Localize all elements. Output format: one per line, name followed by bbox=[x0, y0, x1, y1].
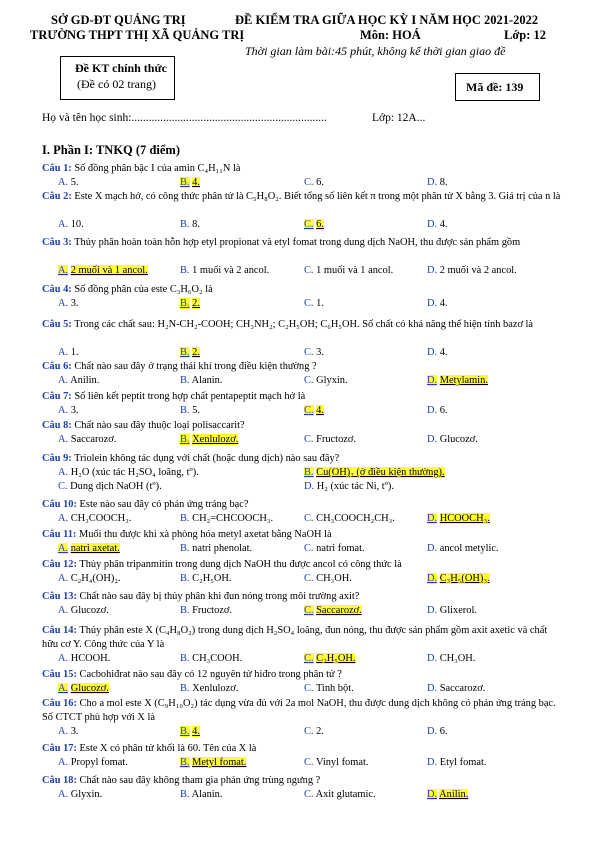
answer-option[interactable] bbox=[180, 297, 200, 311]
option-text: CH₃COOH. bbox=[192, 653, 243, 664]
option-letter: B. bbox=[180, 513, 190, 524]
question-text: Thủy phân hoàn toàn hỗn hợp etyl propionat và etyl fomat trong dung dịch NaOH, thu được sản phẩm gồm bbox=[74, 237, 521, 248]
option-text: Propyl fomat. bbox=[70, 757, 128, 768]
answer-option[interactable] bbox=[304, 374, 348, 388]
option-text: CH₃OH. bbox=[316, 573, 352, 584]
question-number: Câu 4: bbox=[42, 284, 72, 295]
option-letter: C. bbox=[304, 543, 314, 554]
question-number: Câu 2: bbox=[42, 191, 72, 202]
question-text: Số đồng phân bậc I của amin C₄H₁₁N là bbox=[74, 163, 241, 174]
question-number: Câu 10: bbox=[42, 499, 77, 510]
option-text: 4. bbox=[439, 298, 448, 309]
answer-option[interactable] bbox=[427, 346, 448, 360]
answer-option[interactable] bbox=[58, 652, 110, 666]
option-letter: B. bbox=[180, 757, 190, 768]
option-text: 1 muối và 1 ancol. bbox=[316, 265, 394, 276]
question-text: Trong các chất sau: H₂N-CH₂-COOH; CH₃NH₂; C₂H₅OH; C₆H₅OH. Số chất có khả năng thể hiện tính bazơ là bbox=[74, 319, 534, 330]
option-letter: C. bbox=[304, 683, 314, 694]
answer-option[interactable] bbox=[304, 404, 324, 418]
option-text: Anilin. bbox=[439, 789, 469, 800]
option-text: natri axetat. bbox=[70, 543, 120, 554]
answer-option[interactable] bbox=[58, 604, 109, 618]
option-text: 6. bbox=[439, 405, 448, 416]
answer-option[interactable] bbox=[58, 176, 79, 190]
option-text: 1. bbox=[70, 347, 79, 358]
question-stem bbox=[42, 318, 562, 332]
option-letter: D. bbox=[427, 177, 438, 188]
option-letter: A. bbox=[58, 405, 69, 416]
answer-option[interactable] bbox=[427, 218, 448, 232]
question-text: Chất nào sau đây thuộc loại polisaccarit? bbox=[74, 420, 245, 431]
option-letter: A. bbox=[58, 653, 69, 664]
option-text: 6. bbox=[439, 726, 448, 737]
official-box bbox=[60, 56, 175, 100]
option-text: CH₃OH. bbox=[439, 653, 476, 664]
option-letter: C. bbox=[304, 513, 314, 524]
option-letter: A. bbox=[58, 298, 69, 309]
option-text: Glucozơ. bbox=[439, 434, 478, 445]
answer-option[interactable] bbox=[58, 374, 99, 388]
question-number: Câu 9: bbox=[42, 453, 72, 464]
answer-option[interactable] bbox=[180, 264, 269, 278]
option-letter: B. bbox=[180, 434, 190, 445]
answer-option[interactable] bbox=[58, 404, 79, 418]
answer-option[interactable] bbox=[180, 572, 231, 586]
option-text: 4. bbox=[316, 405, 324, 416]
answer-option[interactable] bbox=[58, 433, 116, 447]
question-stem bbox=[42, 624, 562, 652]
option-letter: D. bbox=[427, 573, 438, 584]
answer-option[interactable] bbox=[304, 480, 394, 494]
answer-option[interactable] bbox=[304, 512, 395, 526]
answer-option[interactable] bbox=[427, 788, 468, 802]
option-letter: B. bbox=[180, 543, 190, 554]
option-text: HCOOCH₃. bbox=[439, 513, 490, 524]
answer-option[interactable] bbox=[180, 404, 200, 418]
answer-option[interactable] bbox=[58, 572, 121, 586]
exam-code: Mã đề: 139 bbox=[466, 80, 524, 94]
option-text: 6. bbox=[316, 177, 324, 188]
answer-option[interactable] bbox=[427, 542, 499, 556]
option-letter: B. bbox=[180, 265, 190, 276]
option-letter: C. bbox=[304, 726, 314, 737]
option-letter: A. bbox=[58, 375, 69, 386]
answer-option[interactable] bbox=[304, 788, 376, 802]
option-letter: D. bbox=[427, 219, 438, 230]
option-text: 3. bbox=[70, 405, 79, 416]
option-letter: B. bbox=[180, 605, 190, 616]
answer-option[interactable] bbox=[180, 218, 200, 232]
option-text: ancol metylic. bbox=[439, 543, 499, 554]
option-letter: D. bbox=[427, 347, 438, 358]
option-letter: C. bbox=[58, 481, 68, 492]
answer-option[interactable] bbox=[180, 756, 246, 770]
option-letter: C. bbox=[304, 298, 314, 309]
question-text: Chất nào sau đây ở trạng thái khí trong điều kiện thường ? bbox=[74, 361, 317, 372]
question-stem bbox=[42, 742, 562, 756]
option-letter: A. bbox=[58, 757, 69, 768]
question-text: Cacbohiđrat nào sau đây có 12 nguyên tử hiđro trong phân tử ? bbox=[79, 669, 342, 680]
answer-option[interactable] bbox=[304, 218, 324, 232]
answer-option[interactable] bbox=[180, 788, 222, 802]
answer-option[interactable] bbox=[58, 512, 131, 526]
option-text: Glixerol. bbox=[439, 605, 477, 616]
answer-option[interactable] bbox=[304, 542, 365, 556]
question-stem bbox=[42, 528, 562, 542]
question-number: Câu 7: bbox=[42, 391, 72, 402]
option-text: Etyl fomat. bbox=[439, 757, 487, 768]
answer-option[interactable] bbox=[427, 604, 477, 618]
answer-option[interactable] bbox=[427, 264, 517, 278]
class-field[interactable]: Lớp: 12A... bbox=[372, 112, 426, 124]
question-text: Chất nào sau đây bị thủy phân khi đun nóng trong môi trường axit? bbox=[79, 591, 360, 602]
question-number: Câu 12: bbox=[42, 559, 77, 570]
question-stem bbox=[42, 419, 562, 433]
question-text: Chất nào sau đây không tham gia phản ứng trùng ngưng ? bbox=[79, 775, 321, 786]
option-text: Fructozơ. bbox=[316, 434, 356, 445]
answer-option[interactable] bbox=[180, 542, 252, 556]
answer-option[interactable] bbox=[58, 466, 199, 480]
answer-option[interactable] bbox=[427, 682, 485, 696]
question-stem bbox=[42, 360, 562, 374]
option-text: 3. bbox=[70, 298, 79, 309]
answer-option[interactable] bbox=[58, 480, 162, 494]
option-text: 4. bbox=[192, 177, 200, 188]
option-letter: C. bbox=[304, 177, 314, 188]
option-letter: C. bbox=[304, 265, 314, 276]
option-text: 1. bbox=[316, 298, 324, 309]
option-letter: A. bbox=[58, 726, 69, 737]
answer-option[interactable] bbox=[427, 572, 490, 586]
option-letter: D. bbox=[427, 543, 438, 554]
option-letter: C. bbox=[304, 653, 314, 664]
option-text: 6. bbox=[316, 219, 324, 230]
option-letter: D. bbox=[427, 375, 438, 386]
answer-option[interactable] bbox=[427, 433, 478, 447]
option-letter: A. bbox=[58, 347, 69, 358]
answer-option[interactable] bbox=[58, 542, 120, 556]
option-letter: B. bbox=[180, 653, 190, 664]
question-stem bbox=[42, 774, 562, 788]
question-stem bbox=[42, 283, 562, 297]
answer-option[interactable] bbox=[180, 433, 238, 447]
answer-option[interactable] bbox=[427, 512, 490, 526]
option-letter: C. bbox=[304, 347, 314, 358]
school-name: TRƯỜNG THPT THỊ XÃ QUẢNG TRỊ bbox=[30, 28, 245, 42]
option-letter: A. bbox=[58, 573, 69, 584]
option-text: 8. bbox=[192, 219, 200, 230]
answer-option[interactable] bbox=[427, 756, 486, 770]
section-title: I. Phần I: TNKQ (7 điểm) bbox=[42, 143, 180, 157]
option-letter: C. bbox=[304, 605, 314, 616]
option-letter: A. bbox=[58, 605, 69, 616]
question-number: Câu 15: bbox=[42, 669, 77, 680]
option-letter: B. bbox=[180, 219, 190, 230]
option-text: Xenlulozơ. bbox=[192, 434, 239, 445]
answer-option[interactable] bbox=[58, 682, 109, 696]
answer-option[interactable] bbox=[304, 756, 368, 770]
option-text: Glucozơ. bbox=[70, 683, 109, 694]
option-letter: C. bbox=[304, 375, 314, 386]
question-number: Câu 18: bbox=[42, 775, 77, 786]
option-text: 4. bbox=[192, 726, 200, 737]
option-letter: D. bbox=[427, 513, 438, 524]
question-number: Câu 16: bbox=[42, 698, 77, 709]
question-number: Câu 3: bbox=[42, 237, 72, 248]
question-stem bbox=[42, 190, 562, 204]
option-letter: D. bbox=[427, 434, 438, 445]
option-letter: A. bbox=[58, 177, 69, 188]
option-letter: C. bbox=[304, 219, 314, 230]
option-letter: D. bbox=[427, 653, 438, 664]
option-letter: A. bbox=[58, 434, 69, 445]
option-letter: D. bbox=[427, 789, 438, 800]
question-number: Câu 13: bbox=[42, 591, 77, 602]
option-letter: A. bbox=[58, 683, 69, 694]
answer-option[interactable] bbox=[304, 264, 393, 278]
grade: Lớp: 12 bbox=[504, 28, 546, 42]
question-text: Este X có phân tử khối là 60. Tên của X là bbox=[79, 743, 257, 754]
option-letter: B. bbox=[180, 726, 190, 737]
answer-option[interactable] bbox=[427, 176, 448, 190]
option-text: H₂ (xúc tác Ni, tº). bbox=[316, 481, 394, 492]
answer-option[interactable] bbox=[304, 346, 324, 360]
option-letter: A. bbox=[58, 467, 69, 478]
answer-option[interactable] bbox=[180, 682, 238, 696]
option-letter: C. bbox=[304, 757, 314, 768]
question-text: Thủy phân este X (C₄H₈O₂) trong dung dịch H₂SO₄ loãng, đun nóng, thu được sản phẩm gồm axit axetic và chất hữu cơ Y. Công thức của Y là bbox=[42, 625, 548, 650]
answer-option[interactable] bbox=[58, 756, 128, 770]
pages-note: (Đề có 02 trang) bbox=[77, 77, 156, 91]
option-text: Saccarozơ. bbox=[316, 605, 362, 616]
question-stem bbox=[42, 668, 562, 682]
option-text: Alanin. bbox=[191, 789, 223, 800]
answer-option[interactable] bbox=[427, 297, 448, 311]
option-text: 10. bbox=[70, 219, 84, 230]
option-text: 2. bbox=[316, 726, 324, 737]
answer-option[interactable] bbox=[180, 652, 242, 666]
official-label: Đề KT chính thức bbox=[75, 61, 167, 75]
question-text: Este X mạch hở, có công thức phân tử là C₅H₈O₂. Biết tổng số liên kết π trong một phân tử X bằng 3. Giá trị của n là bbox=[74, 191, 561, 202]
question-stem bbox=[42, 558, 562, 572]
option-text: Dung dịch NaOH (tº). bbox=[70, 481, 162, 492]
option-text: 2. bbox=[192, 347, 200, 358]
answer-option[interactable] bbox=[304, 433, 356, 447]
option-letter: B. bbox=[180, 405, 190, 416]
question-text: Số liên kết peptit trong hợp chất pentapeptit mạch hở là bbox=[74, 391, 306, 402]
option-text: Saccarozơ. bbox=[70, 434, 117, 445]
option-letter: B. bbox=[304, 467, 314, 478]
option-text: natri fomat. bbox=[316, 543, 365, 554]
answer-option[interactable] bbox=[304, 176, 324, 190]
question-stem bbox=[42, 452, 562, 466]
option-text: C₂H₅OH. bbox=[192, 573, 232, 584]
answer-option[interactable] bbox=[180, 346, 200, 360]
question-text: Este nào sau đây có phản ứng tráng bạc? bbox=[79, 499, 249, 510]
answer-option[interactable] bbox=[427, 404, 448, 418]
answer-option[interactable] bbox=[180, 176, 200, 190]
question-number: Câu 1: bbox=[42, 163, 72, 174]
subject: Môn: HOÁ bbox=[360, 28, 421, 42]
answer-option[interactable] bbox=[304, 297, 324, 311]
option-text: Tinh bột. bbox=[315, 683, 354, 694]
option-letter: B. bbox=[180, 177, 190, 188]
option-text: Fructozơ. bbox=[192, 605, 232, 616]
option-text: 4. bbox=[439, 347, 448, 358]
option-text: Glucozơ. bbox=[70, 605, 109, 616]
option-text: CH₃COOCH₃. bbox=[70, 513, 132, 524]
option-letter: A. bbox=[58, 513, 69, 524]
option-text: C₂H₄(OH)₂. bbox=[70, 573, 121, 584]
option-letter: D. bbox=[427, 757, 438, 768]
option-text: 2 muối và 1 ancol. bbox=[70, 265, 148, 276]
answer-option[interactable] bbox=[304, 572, 352, 586]
answer-option[interactable] bbox=[427, 652, 475, 666]
question-text: Số đồng phân của este C₃H₆O₂ là bbox=[74, 284, 213, 295]
question-number: Câu 6: bbox=[42, 361, 72, 372]
question-stem bbox=[42, 236, 562, 250]
question-number: Câu 8: bbox=[42, 420, 72, 431]
option-letter: B. bbox=[180, 298, 190, 309]
question-number: Câu 11: bbox=[42, 529, 77, 540]
option-letter: B. bbox=[180, 375, 190, 386]
option-text: Axit glutamic. bbox=[315, 789, 376, 800]
option-text: C₂H₅OH. bbox=[316, 653, 356, 664]
option-letter: C. bbox=[304, 434, 314, 445]
answer-option[interactable] bbox=[427, 725, 448, 739]
answer-option[interactable] bbox=[58, 218, 84, 232]
question-stem bbox=[42, 697, 562, 725]
option-letter: D. bbox=[427, 265, 438, 276]
option-text: Vinyl fomat. bbox=[315, 757, 369, 768]
option-letter: C. bbox=[304, 573, 314, 584]
option-text: 5. bbox=[192, 405, 200, 416]
answer-option[interactable] bbox=[180, 374, 222, 388]
option-letter: A. bbox=[58, 789, 69, 800]
answer-option[interactable] bbox=[427, 374, 488, 388]
option-letter: A. bbox=[58, 543, 69, 554]
option-text: C₃H₅(OH)₃. bbox=[439, 573, 490, 584]
answer-option[interactable] bbox=[180, 604, 232, 618]
option-text: 1 muối và 2 ancol. bbox=[192, 265, 270, 276]
option-letter: A. bbox=[58, 219, 69, 230]
option-text: Saccarozơ. bbox=[439, 683, 486, 694]
question-text: Cho a mol este X (C₉H₁₀O₂) tác dụng vừa đủ với 2a mol NaOH, thu được dung dịch không có phản ứng tráng bạc. Số CTCT phù hợp với X là bbox=[42, 698, 556, 723]
option-letter: C. bbox=[304, 405, 314, 416]
question-text: Thủy phân tripanmitin trong dung dịch NaOH thu được ancol có công thức là bbox=[79, 559, 402, 570]
answer-option[interactable] bbox=[304, 466, 445, 480]
question-stem bbox=[42, 390, 562, 404]
option-text: Xenlulozơ. bbox=[192, 683, 239, 694]
question-number: Câu 17: bbox=[42, 743, 77, 754]
option-text: Alanin. bbox=[191, 375, 223, 386]
option-letter: D. bbox=[427, 726, 438, 737]
option-text: CH₂=CHCOOCH₃. bbox=[192, 513, 274, 524]
option-text: Cu(OH)₂ (ở điều kiện thường). bbox=[316, 467, 445, 478]
answer-option[interactable] bbox=[58, 297, 79, 311]
answer-option[interactable] bbox=[58, 788, 102, 802]
option-letter: C. bbox=[304, 789, 314, 800]
option-letter: B. bbox=[180, 789, 190, 800]
option-letter: D. bbox=[427, 605, 438, 616]
question-text: Muối thu được khi xà phòng hóa metyl axetat bằng NaOH là bbox=[78, 529, 332, 540]
exam-title: ĐỀ KIỂM TRA GIỮA HỌC KỲ I NĂM HỌC 2021-2022 bbox=[235, 13, 539, 27]
option-text: Anilin. bbox=[70, 375, 100, 386]
option-letter: B. bbox=[180, 347, 190, 358]
department-name: SỞ GD-ĐT QUẢNG TRỊ bbox=[51, 13, 186, 27]
question-stem bbox=[42, 498, 562, 512]
question-number: Câu 14: bbox=[42, 625, 77, 636]
option-text: Metyl fomat. bbox=[192, 757, 247, 768]
option-text: Metylamin. bbox=[439, 375, 488, 386]
option-text: 3. bbox=[70, 726, 79, 737]
option-letter: D. bbox=[427, 298, 438, 309]
answer-option[interactable] bbox=[180, 512, 273, 526]
option-letter: B. bbox=[180, 573, 190, 584]
option-text: CH₃COOCH₂CH₃. bbox=[316, 513, 395, 524]
answer-option[interactable] bbox=[180, 725, 200, 739]
option-letter: B. bbox=[180, 683, 190, 694]
time-note: Thời gian làm bài:45 phút, không kể thời gian giao đề bbox=[245, 44, 506, 58]
answer-option[interactable] bbox=[58, 346, 79, 360]
option-text: 4. bbox=[439, 219, 448, 230]
answer-option[interactable] bbox=[304, 682, 354, 696]
option-text: natri phenolat. bbox=[192, 543, 253, 554]
option-letter: A. bbox=[58, 265, 69, 276]
answer-option[interactable] bbox=[304, 652, 355, 666]
question-text: Triolein không tác dụng với chất (hoặc dung dịch) nào sau đây? bbox=[74, 453, 340, 464]
answer-option[interactable] bbox=[304, 604, 362, 618]
option-text: 8. bbox=[439, 177, 448, 188]
option-text: H₂O (xúc tác H₂SO₄ loãng, tº). bbox=[70, 467, 199, 478]
option-text: Glyxin. bbox=[316, 375, 348, 386]
exam-code-box bbox=[455, 73, 540, 101]
option-text: Glyxin. bbox=[70, 789, 103, 800]
option-letter: D. bbox=[427, 405, 438, 416]
option-letter: D. bbox=[427, 683, 438, 694]
question-number: Câu 5: bbox=[42, 319, 72, 330]
student-name-field[interactable]: Họ và tên học sinh:.................................................................... bbox=[42, 112, 327, 124]
option-text: HCOOH. bbox=[70, 653, 111, 664]
option-letter: D. bbox=[304, 481, 315, 492]
question-stem bbox=[42, 590, 562, 604]
option-text: 5. bbox=[70, 177, 79, 188]
option-text: 3. bbox=[316, 347, 324, 358]
option-text: 2 muối và 2 ancol. bbox=[439, 265, 517, 276]
question-stem bbox=[42, 162, 562, 176]
answer-option[interactable] bbox=[58, 264, 148, 278]
answer-option[interactable] bbox=[304, 725, 324, 739]
option-text: 2. bbox=[192, 298, 200, 309]
answer-option[interactable] bbox=[58, 725, 79, 739]
